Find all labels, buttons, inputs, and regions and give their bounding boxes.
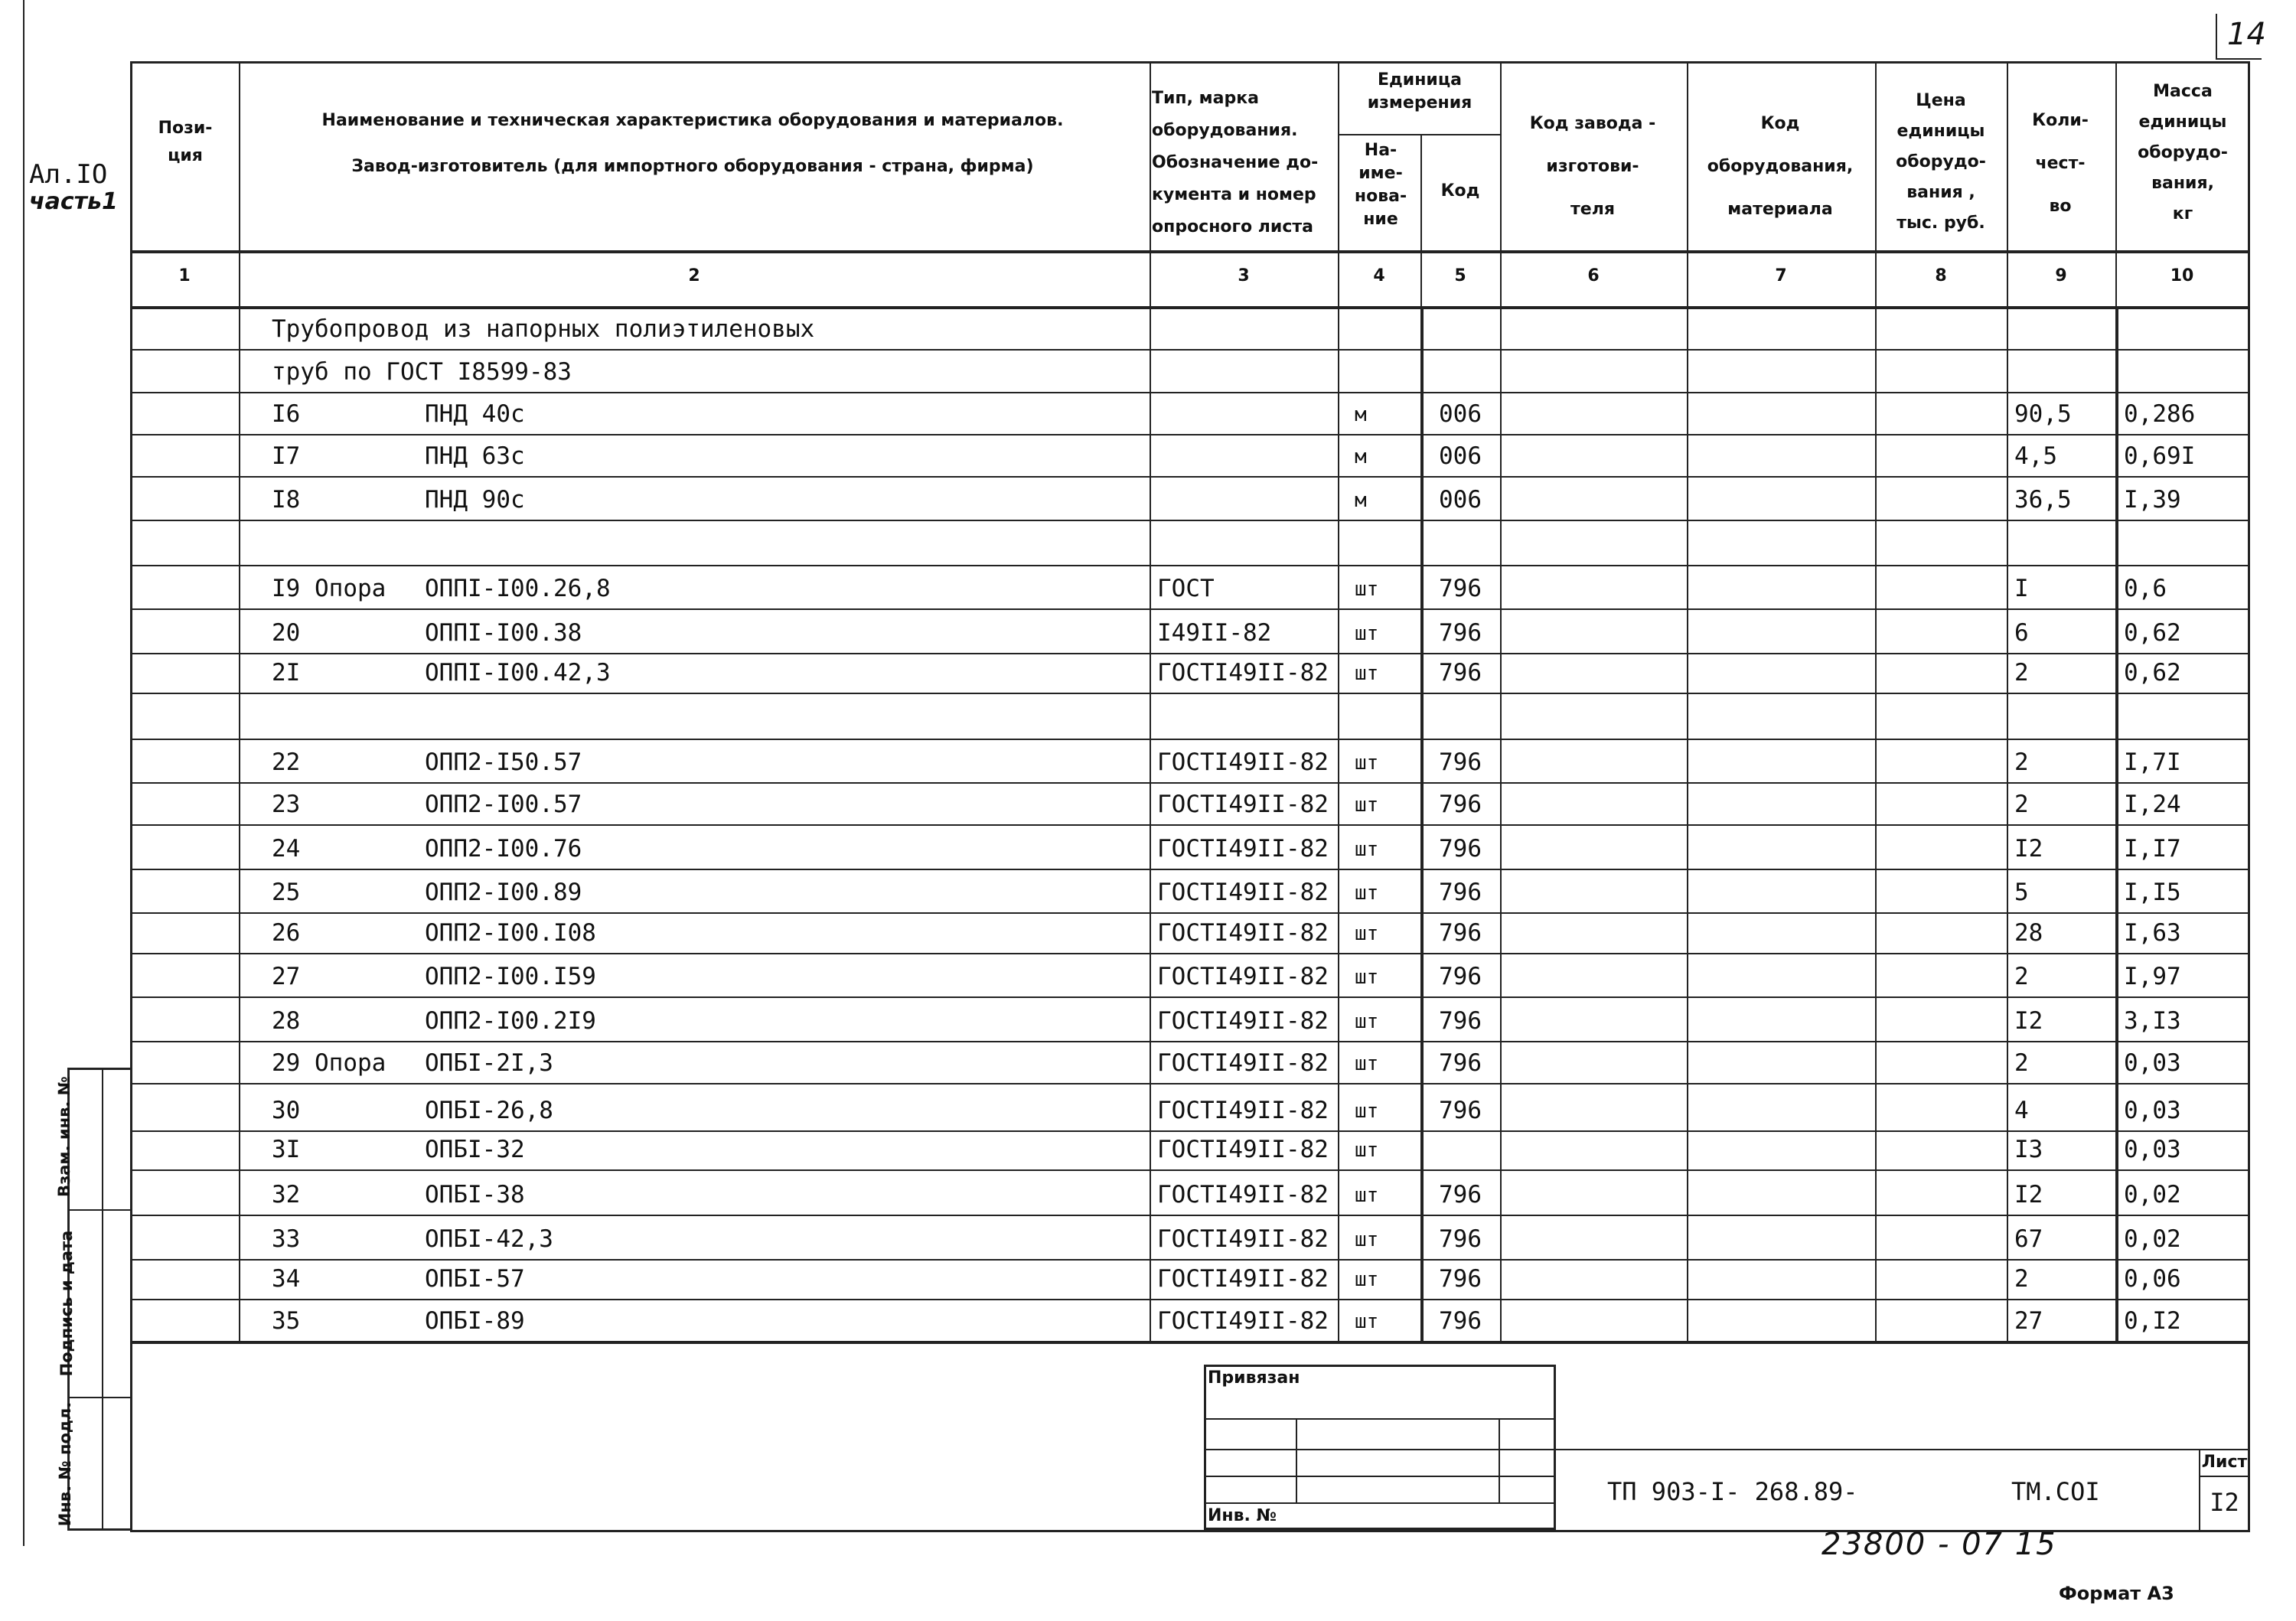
cell-qty: 2 [2014,659,2029,687]
doc-suffix: ТМ.COI [2011,1477,2100,1506]
cell-mass: 0,03 [2124,1097,2181,1124]
cell-doc: ГОСТI49II-82 [1157,749,1329,776]
cell-name: ОПП2-I00.76 [425,835,582,863]
cell-name: ОПП2-I00.I59 [425,963,596,990]
grid-line [130,349,2250,351]
cell-code: 796 [1439,1097,1482,1124]
hdr-factory-code: Код завода - изготови- теля [1529,114,1656,219]
grid-line [130,653,2250,654]
cell-mass: 0,03 [2124,1049,2181,1077]
cell-mass: I,39 [2124,486,2181,514]
cell-qty: I [2014,575,2029,602]
cell-name: ОППI-I00.42,3 [425,659,611,687]
cell-name: ОПБI-38 [425,1181,525,1208]
cell-unit: шт [1355,1184,1379,1207]
cell-unit: шт [1355,752,1379,775]
album-label: Ал.IO [29,159,108,190]
hdr-unit-group: Единица измерения [1367,70,1473,113]
cell-unit: шт [1355,1268,1379,1291]
hdr-name: Наименование и техническая характеристика оборудования и материалов. Завод-изготовитель (для импортного оборудования - страна, фирма) [321,111,1064,176]
cell-unit: шт [1355,882,1379,905]
cell-code: 006 [1439,400,1482,428]
grid-line [130,739,2250,740]
cell-mass: 0,62 [2124,619,2181,647]
cell-pos: 26 [272,919,301,947]
cell-qty: 5 [2014,879,2029,906]
cell-doc: ГОСТI49II-82 [1157,963,1329,990]
grid-line [130,1215,2250,1216]
cell-pos: 2I [272,659,301,687]
cell-qty: 36,5 [2014,486,2072,514]
grid-line [130,953,2250,954]
cell-unit: м [1355,489,1367,512]
cell-code: 796 [1439,1049,1482,1077]
cell-doc: ГОСТI49II-82 [1157,791,1329,818]
cell-unit: м [1355,445,1367,468]
cell-pos: 29 Опора [272,1049,386,1077]
cell-code: 796 [1439,749,1482,776]
grid-line [130,912,2250,914]
cell-qty: 6 [2014,619,2029,647]
cell-qty: 2 [2014,791,2029,818]
cell-unit: шт [1355,622,1379,645]
hdr-position: Пози- ция [158,119,213,165]
hdr-mass: Масса единицы оборудо- вания, кг [2138,82,2228,223]
grid-line [130,996,2250,998]
cell-pos: 24 [272,835,301,863]
cell-name: ОПП2-I50.57 [425,749,582,776]
cell-code: 796 [1439,659,1482,687]
cell-code: 796 [1439,619,1482,647]
cell-unit: шт [1355,1139,1379,1162]
hdr-unit-code: Код [1440,181,1480,201]
cell-unit: шт [1355,1310,1379,1333]
cell-unit: шт [1355,1100,1379,1123]
grid-line [130,869,2250,870]
cell-name: ОПБI-32 [425,1136,525,1163]
grid-line [130,250,2250,253]
grid-line [130,1299,2250,1300]
cell-doc: ГОСТI49II-82 [1157,919,1329,947]
grid-line [130,1169,2250,1171]
cell-pos: 33 [272,1225,301,1253]
cell-doc: ГОСТI49II-82 [1157,879,1329,906]
cell-name: Трубопровод из напорных полиэтиленовых [272,315,815,343]
cell-code: 796 [1439,1181,1482,1208]
grid-line [130,693,2250,694]
cell-unit: шт [1355,794,1379,817]
cell-code: 796 [1439,1007,1482,1035]
cell-doc: ГОСТI49II-82 [1157,1181,1329,1208]
cell-unit: шт [1355,1228,1379,1251]
grid-line [130,392,2250,393]
column-number: 2 [688,266,700,285]
cell-doc: ГОСТI49II-82 [1157,1307,1329,1335]
column-number: 3 [1238,266,1250,285]
grid-line [130,1130,2250,1132]
grid-line [130,565,2250,566]
cell-unit: шт [1355,1052,1379,1075]
hdr-equipment-code: Код оборудования, материала [1707,114,1854,219]
archive-number: 23800 - 07 15 [1821,1527,2057,1562]
grid-line [130,476,2250,478]
cell-name: ОПП2-I00.57 [425,791,582,818]
cell-qty: 4 [2014,1097,2029,1124]
cell-doc: ГОСТ [1157,575,1215,602]
grid-line [130,1041,2250,1042]
grid-line [130,1083,2250,1084]
sheet-number: I2 [2210,1488,2239,1517]
cell-code: 796 [1439,879,1482,906]
cell-unit: шт [1355,662,1379,685]
cell-name: ПНД 63с [425,442,525,470]
cell-qty: 28 [2014,919,2043,947]
cell-name: ОППI-I00.38 [425,619,582,647]
hdr-type: Тип, марка оборудования. Обозначение до- кумента и номер опросного листа [1152,89,1319,236]
sheet-label: Лист [2201,1453,2248,1472]
part-label: часть1 [29,188,118,215]
page-number: 14 [2227,17,2266,52]
cell-mass: 0,69I [2124,442,2196,470]
cell-qty: 4,5 [2014,442,2057,470]
cell-pos: 22 [272,749,301,776]
cell-name: ПНД 40с [425,400,525,428]
cell-code: 796 [1439,919,1482,947]
cell-qty: I2 [2014,1181,2043,1208]
page-number-frame-bottom [2216,58,2262,60]
cell-qty: I2 [2014,835,2043,863]
hdr-price: Цена единицы оборудо- вания , тыс. руб. [1896,91,1986,233]
cell-mass: 0,02 [2124,1181,2181,1208]
cell-unit: шт [1355,966,1379,989]
cell-unit: шт [1355,922,1379,945]
column-number: 8 [1935,266,1947,285]
cell-pos: I7 [272,442,301,470]
cell-name: ПНД 90с [425,486,525,514]
cell-mass: I,97 [2124,963,2181,990]
cell-code: 796 [1439,1225,1482,1253]
cell-qty: 2 [2014,1265,2029,1293]
cell-name: труб по ГОСТ I8599-83 [272,358,572,386]
cell-doc: ГОСТI49II-82 [1157,1097,1329,1124]
cell-name: ОПП2-I00.I08 [425,919,596,947]
cell-name: ОПП2-I00.89 [425,879,582,906]
cell-doc: ГОСТI49II-82 [1157,659,1329,687]
cell-doc: ГОСТI49II-82 [1157,1007,1329,1035]
cell-qty: 90,5 [2014,400,2072,428]
column-number: 4 [1373,266,1385,285]
cell-qty: I3 [2014,1136,2043,1163]
cell-name: ОПБI-26,8 [425,1097,553,1124]
grid-line [130,1259,2250,1261]
cell-mass: I,I7 [2124,835,2181,863]
cell-mass: 0,I2 [2124,1307,2181,1335]
cell-pos: 3I [272,1136,301,1163]
cell-pos: I9 Опора [272,575,386,602]
cell-mass: I,63 [2124,919,2181,947]
grid-line [130,824,2250,826]
cell-qty: 27 [2014,1307,2043,1335]
cell-pos: 27 [272,963,301,990]
cell-pos: 20 [272,619,301,647]
hdr-quantity: Коли- чест- во [2032,111,2089,216]
cell-doc: ГОСТI49II-82 [1157,1049,1329,1077]
cell-pos: 23 [272,791,301,818]
column-number: 10 [2170,266,2194,285]
column-number: 5 [1454,266,1466,285]
cell-code: 796 [1439,1265,1482,1293]
cell-pos: I6 [272,400,301,428]
cell-doc: ГОСТI49II-82 [1157,1225,1329,1253]
cell-qty: 2 [2014,963,2029,990]
cell-name: ОПБI-2I,3 [425,1049,553,1077]
page-number-frame [2216,14,2217,60]
cell-qty: 67 [2014,1225,2043,1253]
doc-designation: ТП 903-I- 268.89- [1607,1477,1858,1506]
cell-pos: 34 [272,1265,301,1293]
cell-mass: 0,02 [2124,1225,2181,1253]
cell-pos: 25 [272,879,301,906]
stamp-replace-inv: Взам. инв. № [55,1076,73,1197]
cell-mass: 0,62 [2124,659,2181,687]
cell-name: ОПБI-57 [425,1265,525,1293]
column-number: 9 [2055,266,2067,285]
cell-mass: 0,06 [2124,1265,2181,1293]
grid-line [130,1341,2250,1344]
cell-doc: ГОСТI49II-82 [1157,835,1329,863]
grid-line [130,434,2250,435]
margin-line [23,0,24,1546]
cell-pos: 28 [272,1007,301,1035]
cell-mass: I,I5 [2124,879,2181,906]
cell-pos: 32 [272,1181,301,1208]
cell-qty: 2 [2014,1049,2029,1077]
cell-doc: I49II-82 [1157,619,1272,647]
cell-mass: I,7I [2124,749,2181,776]
hdr-unit-name: На- име- нова- ние [1354,141,1407,229]
cell-unit: м [1355,403,1367,426]
grid-line [130,608,2250,610]
format-label: Формат А3 [2059,1583,2174,1604]
column-number: 7 [1775,266,1787,285]
cell-code: 006 [1439,442,1482,470]
cell-mass: 0,286 [2124,400,2196,428]
grid-line [2115,306,2118,1341]
cell-pos: 35 [272,1307,301,1335]
cell-doc: ГОСТI49II-82 [1157,1265,1329,1293]
column-number: 1 [178,266,191,285]
grid-line [130,782,2250,784]
cell-mass: 3,I3 [2124,1007,2181,1035]
cell-code: 006 [1439,486,1482,514]
cell-code: 796 [1439,1307,1482,1335]
cell-name: ОПП2-I00.2I9 [425,1007,596,1035]
inv-no-label: Инв. № [1208,1506,1277,1525]
cell-code: 796 [1439,791,1482,818]
grid-line [1338,134,1500,135]
cell-code: 796 [1439,963,1482,990]
privyazan-label: Привязан [1208,1368,1300,1388]
cell-name: ОПБI-89 [425,1307,525,1335]
cell-qty: 2 [2014,749,2029,776]
cell-doc: ГОСТI49II-82 [1157,1136,1329,1163]
grid-line [130,306,2250,309]
cell-mass: I,24 [2124,791,2181,818]
cell-unit: шт [1355,578,1379,601]
stamp-inv-original: Инв. № подл. [56,1401,74,1527]
cell-pos: I8 [272,486,301,514]
cell-unit: шт [1355,838,1379,861]
cell-qty: I2 [2014,1007,2043,1035]
cell-code: 796 [1439,575,1482,602]
cell-code: 796 [1439,835,1482,863]
cell-name: ОПБI-42,3 [425,1225,553,1253]
cell-pos: 30 [272,1097,301,1124]
cell-name: ОППI-I00.26,8 [425,575,611,602]
cell-mass: 0,03 [2124,1136,2181,1163]
stamp-sign-date: Подпись и дата [57,1230,76,1377]
cell-unit: шт [1355,1010,1379,1033]
column-number: 6 [1587,266,1600,285]
grid-line [1420,306,1424,1341]
cell-mass: 0,6 [2124,575,2167,602]
grid-line [130,520,2250,521]
